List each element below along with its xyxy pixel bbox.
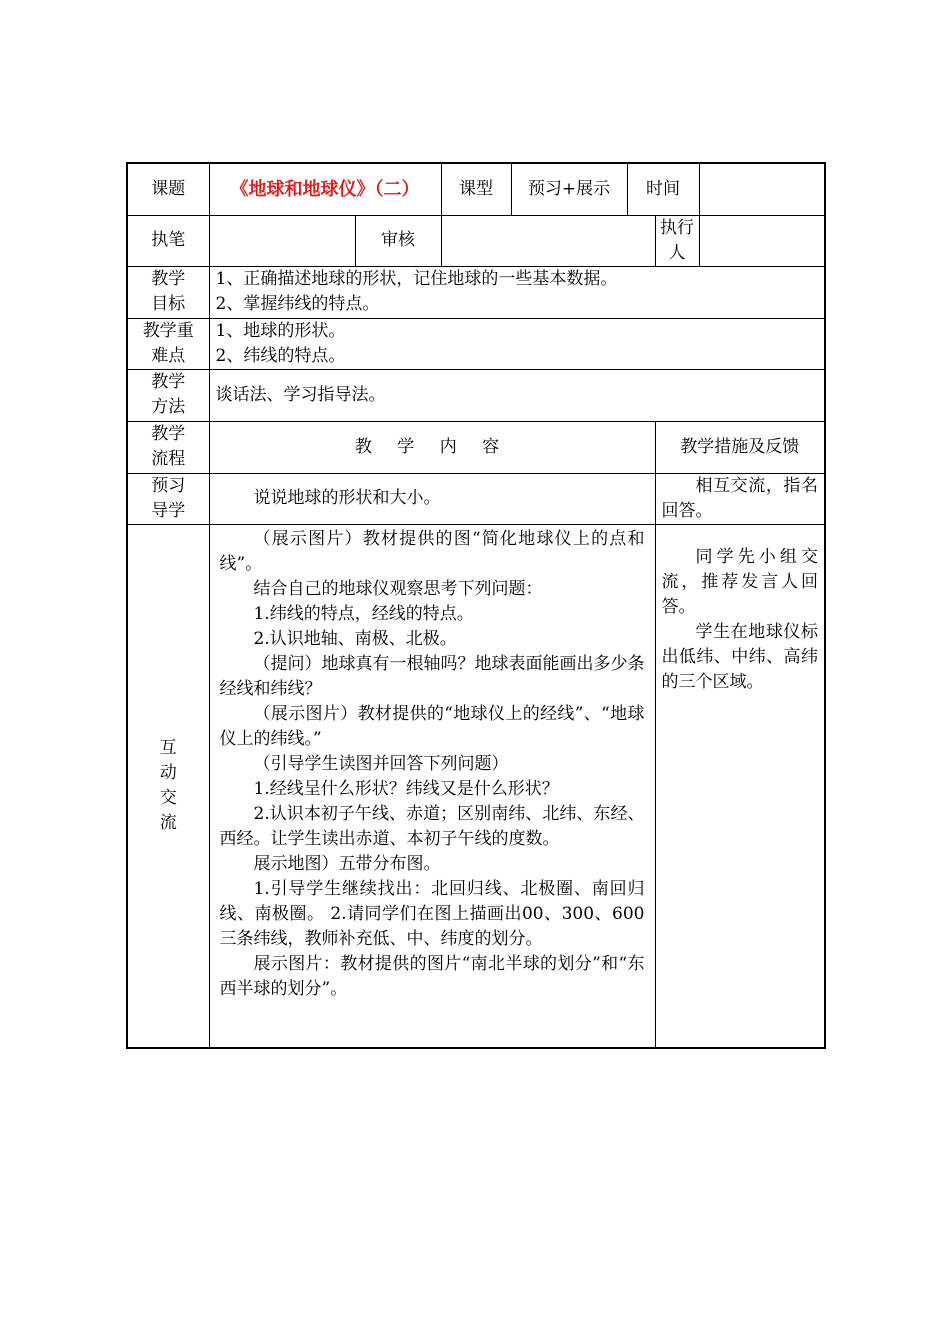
interaction-paragraph: 1.引导学生继续找出：北回归线、北极圈、南回归线、南极圈。 2.请同学们在图上描画出00、300、600三条纬线，教师补充低、中、纬度的划分。 [219,878,645,949]
preview-label [127,473,209,524]
time-label: 时间 [627,163,699,215]
methods-label-text: 教学方法 [151,372,186,417]
methods-label [127,369,209,421]
topic-title: 《地球和地球仪》（二） [209,163,441,215]
goals-row [127,266,825,318]
interaction-paragraph: （提问）地球真有一根轴吗？地球表面能画出多少条经线和纬线？ [219,653,645,699]
type-value: 预习+展示 [511,163,627,215]
review-value [441,215,655,266]
key-points-label-text: 教学重难点 [142,320,194,366]
methods-content: 谈话法、学习指导法。 [209,369,825,421]
process-label [127,421,209,473]
interaction-paragraph: （引导学生读图并回答下列问题） [253,753,509,774]
goals-label-text: 教学目标 [151,269,186,314]
interaction-paragraph: 1.经线呈什么形状？纬线又是什么形状？ [253,778,559,799]
interaction-feedback-item: 学生在地球仪标出低纬、中纬、高纬的三个区域。 [661,621,818,692]
interaction-paragraph: 2.认识本初子午线、赤道；区别南纬、北纬、东经、西经。让学生读出赤道、本初子午线的度数。 [219,803,645,849]
interaction-paragraph: （展示图片）教材提供的图“简化地球仪上的点和线”。 [219,528,645,574]
topic-label: 课题 [127,163,209,215]
interaction-row [127,524,825,1048]
time-value [699,163,825,215]
content-column-header: 教 学 内 容 [209,421,655,473]
key-point-item: 2、纬线的特点。 [215,345,346,366]
interaction-paragraph: 1.纬线的特点，经线的特点。 [253,603,474,624]
interaction-feedback-item: 同学先小组交流，推荐发言人回答。 [661,546,818,617]
goal-item: 1、正确描述地球的形状，记住地球的一些基本数据。 [215,269,618,289]
preview-row [127,473,825,524]
header-row-2 [127,215,825,266]
goal-item: 2、掌握纬线的特点。 [215,294,380,314]
interaction-feedback [655,524,825,1048]
process-label-text: 教学流程 [151,424,186,469]
executor-label: 执行人 [655,215,699,266]
process-header-row [127,421,825,473]
interaction-content [209,524,655,1048]
type-label: 课型 [441,163,511,215]
interaction-paragraph: 展示地图）五带分布图。 [253,853,441,874]
author-value [209,215,355,266]
goals-label [127,266,209,318]
interaction-label [127,524,209,1048]
header-row-1 [127,163,825,215]
key-points-label [127,318,209,369]
review-label: 审核 [355,215,441,266]
preview-label-text: 预习导学 [151,475,186,521]
preview-feedback: 相互交流，指名回答。 [655,473,825,524]
key-points-row [127,318,825,369]
methods-row [127,369,825,421]
preview-content: 说说地球的形状和大小。 [209,473,655,524]
interaction-label-text: 互动交流 [159,737,177,833]
interaction-paragraph: （展示图片）教材提供的“地球仪上的经线”、“地球仪上的纬线。” [219,703,645,749]
goals-content [209,266,825,318]
interaction-paragraph: 展示图片：教材提供的图片“南北半球的划分”和“东西半球的划分”。 [219,953,645,999]
interaction-paragraph: 2.认识地轴、南极、北极。 [253,628,457,649]
key-points-content [209,318,825,369]
author-label: 执笔 [127,215,209,266]
lesson-plan-table [126,162,826,1049]
key-point-item: 1、地球的形状。 [215,320,346,341]
executor-value [699,215,825,266]
measures-column-header: 教学措施及反馈 [655,421,825,473]
interaction-paragraph: 结合自己的地球仪观察思考下列问题： [253,578,543,599]
